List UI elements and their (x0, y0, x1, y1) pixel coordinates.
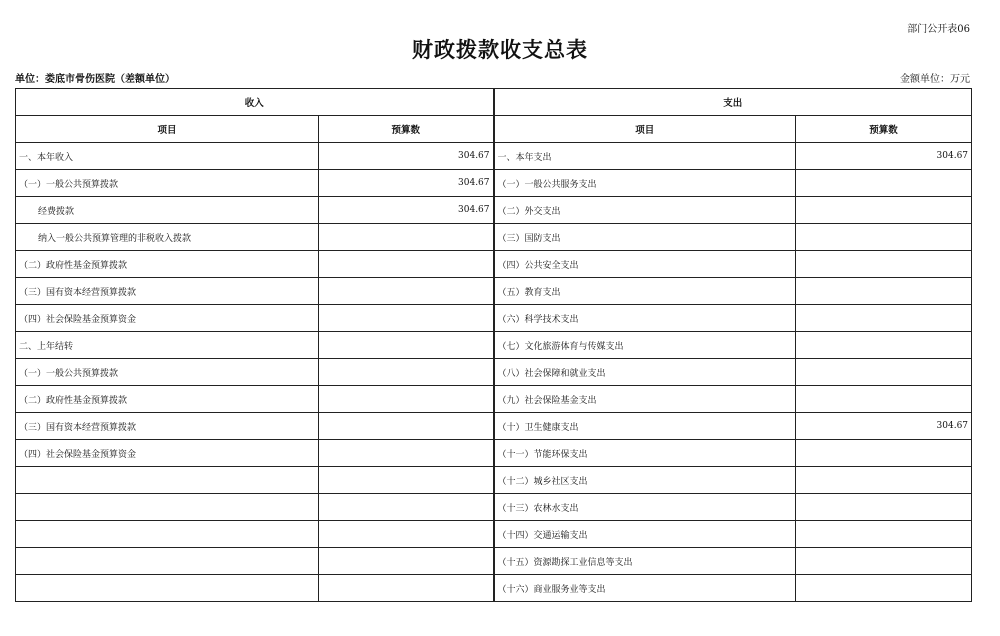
amount-unit-label: 金额单位：万元 (900, 74, 970, 85)
expense-value: 304.67 (796, 143, 972, 170)
income-item: （三）国有资本经营预算拨款 (16, 413, 319, 440)
table-row (16, 359, 972, 386)
income-value (319, 548, 494, 575)
table-row (16, 251, 972, 278)
expense-item: （四）公共安全支出 (494, 251, 796, 278)
income-value (319, 305, 494, 332)
income-value (319, 521, 494, 548)
table-row (16, 170, 972, 197)
expense-value (796, 251, 972, 278)
income-value: 304.67 (319, 143, 494, 170)
income-item: 纳入一般公共预算管理的非税收入拨款 (16, 224, 319, 251)
expense-item: （五）教育支出 (494, 278, 796, 305)
expense-value (796, 440, 972, 467)
page-title: 财政拨款收支总表 (412, 37, 588, 62)
income-item: （二）政府性基金预算拨款 (16, 386, 319, 413)
expense-value (796, 386, 972, 413)
table-row (16, 278, 972, 305)
expense-item: （二）外交支出 (494, 197, 796, 224)
income-item-header: 项目 (16, 116, 319, 143)
form-code: 部门公开表06 (907, 24, 970, 35)
section-header-row (16, 89, 972, 116)
table-row (16, 467, 972, 494)
column-header-row (16, 116, 972, 143)
table-row (16, 521, 972, 548)
table-row (16, 224, 972, 251)
income-item: 一、本年收入 (16, 143, 319, 170)
expense-value (796, 575, 972, 602)
expense-item: （十三）农林水支出 (494, 494, 796, 521)
expense-value (796, 359, 972, 386)
income-header: 收入 (16, 89, 494, 116)
expense-item: （十）卫生健康支出 (494, 413, 796, 440)
table-row (16, 332, 972, 359)
expense-value (796, 332, 972, 359)
income-value (319, 278, 494, 305)
income-item: （一）一般公共预算拨款 (16, 170, 319, 197)
income-value (319, 575, 494, 602)
expense-value (796, 521, 972, 548)
table-row (16, 305, 972, 332)
expense-item: （十一）节能环保支出 (494, 440, 796, 467)
income-item: 经费拨款 (16, 197, 319, 224)
expense-item: （七）文化旅游体育与传媒支出 (494, 332, 796, 359)
income-value (319, 224, 494, 251)
table-row (16, 494, 972, 521)
expense-item: （三）国防支出 (494, 224, 796, 251)
table-row (16, 575, 972, 602)
income-item: （四）社会保险基金预算资金 (16, 305, 319, 332)
expense-item: （八）社会保障和就业支出 (494, 359, 796, 386)
expense-item-header: 项目 (494, 116, 796, 143)
expense-value (796, 494, 972, 521)
income-item (16, 521, 319, 548)
income-value (319, 467, 494, 494)
income-value (319, 494, 494, 521)
table-row (16, 197, 972, 224)
expense-item: （十六）商业服务业等支出 (494, 575, 796, 602)
expense-budget-header: 预算数 (796, 116, 972, 143)
income-value (319, 413, 494, 440)
expense-item: （一）一般公共服务支出 (494, 170, 796, 197)
income-item (16, 494, 319, 521)
expense-header: 支出 (494, 89, 972, 116)
income-value (319, 440, 494, 467)
expense-value (796, 278, 972, 305)
table-row (16, 548, 972, 575)
income-value: 304.67 (319, 197, 494, 224)
expense-value (796, 170, 972, 197)
expense-value: 304.67 (796, 413, 972, 440)
table-row (16, 413, 972, 440)
income-item: （一）一般公共预算拨款 (16, 359, 319, 386)
income-value (319, 251, 494, 278)
income-value (319, 386, 494, 413)
expense-value (796, 305, 972, 332)
expense-item: （十四）交通运输支出 (494, 521, 796, 548)
expense-item: （十五）资源勘探工业信息等支出 (494, 548, 796, 575)
income-value: 304.67 (319, 170, 494, 197)
income-item: （三）国有资本经营预算拨款 (16, 278, 319, 305)
table-row (16, 440, 972, 467)
income-item (16, 575, 319, 602)
expense-item: 一、本年支出 (494, 143, 796, 170)
unit-label: 单位：娄底市骨伤医院（差额单位） (15, 74, 175, 85)
budget-table (15, 88, 972, 602)
expense-value (796, 548, 972, 575)
expense-item: （九）社会保险基金支出 (494, 386, 796, 413)
income-item: （二）政府性基金预算拨款 (16, 251, 319, 278)
expense-item: （十二）城乡社区支出 (494, 467, 796, 494)
expense-value (796, 224, 972, 251)
income-value (319, 359, 494, 386)
expense-value (796, 197, 972, 224)
expense-value (796, 467, 972, 494)
expense-item: （六）科学技术支出 (494, 305, 796, 332)
income-value (319, 332, 494, 359)
income-budget-header: 预算数 (319, 116, 494, 143)
table-row (16, 386, 972, 413)
income-item (16, 467, 319, 494)
income-item: （四）社会保险基金预算资金 (16, 440, 319, 467)
table-row (16, 143, 972, 170)
income-item (16, 548, 319, 575)
income-item: 二、上年结转 (16, 332, 319, 359)
